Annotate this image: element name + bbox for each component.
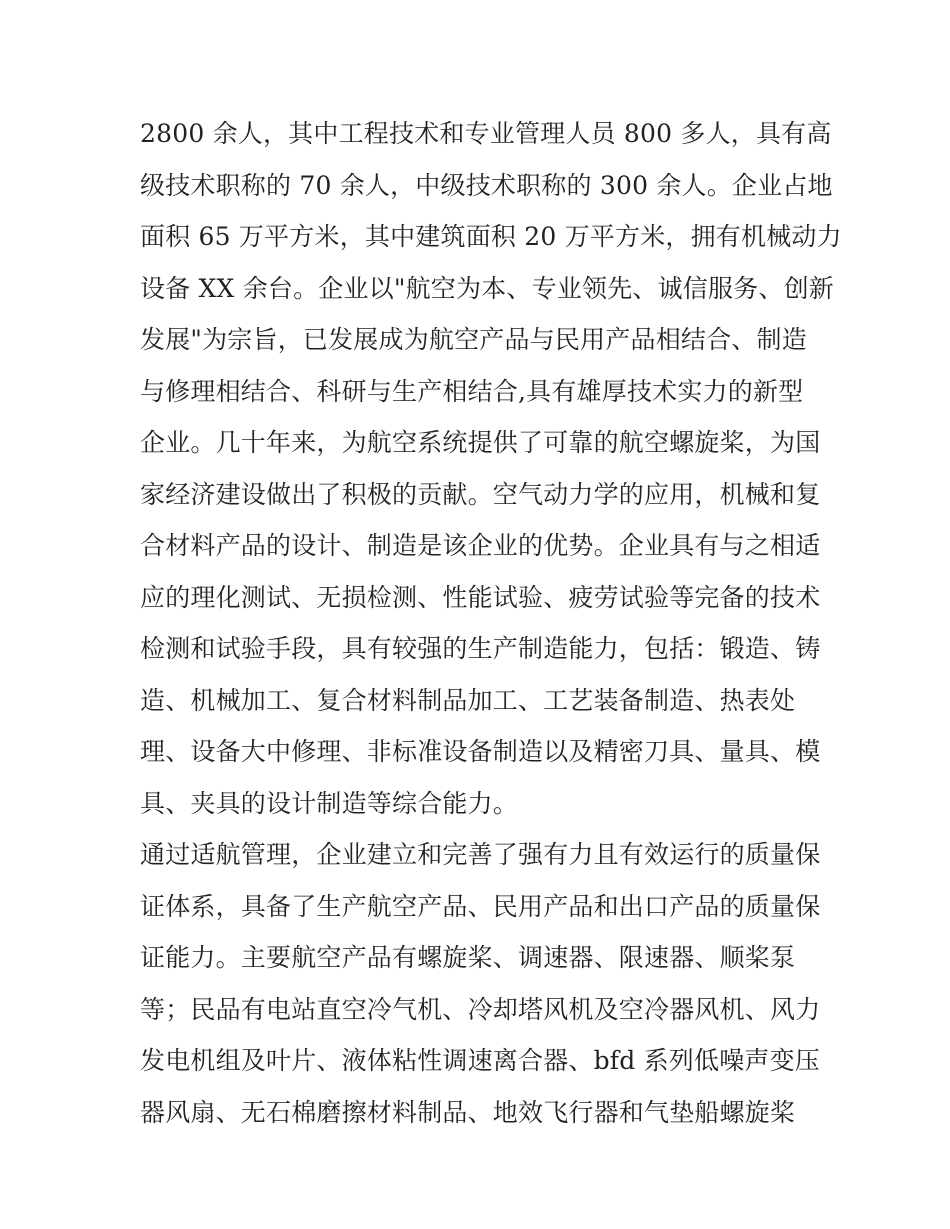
- text-line: 证能力。主要航空产品有螺旋桨、调速器、限速器、顺桨泵: [140, 943, 796, 972]
- text-line: 企业。几十年来，为航空系统提供了可靠的航空螺旋桨，为国: [140, 428, 821, 457]
- text-line: 发电机组及叶片、液体粘性调速离合器、bfd 系列低噪声变压: [140, 1046, 821, 1075]
- text-line: 等；民品有电站直空冷气机、冷却塔风机及空冷器风机、风力: [140, 994, 821, 1024]
- text-line: 检测和试验手段，具有较强的生产制造能力，包括：锻造、铸: [140, 634, 821, 663]
- text-line: 设备 XX 余台。企业以"航空为本、专业领先、诚信服务、创新: [140, 273, 834, 303]
- text-line: 面积 65 万平方米，其中建筑面积 20 万平方米，拥有机械动力: [140, 222, 842, 251]
- text-line: 发展"为宗旨，已发展成为航空产品与民用产品相结合、制造: [140, 325, 807, 354]
- paragraph-1: [140, 108, 842, 829]
- text-line: 应的理化测试、无损检测、性能试验、疲劳试验等完备的技术: [140, 582, 821, 612]
- document-body: [140, 108, 842, 1138]
- paragraph-2: [140, 829, 820, 1138]
- text-line: 器风扇、无石棉磨擦材料制品、地效飞行器和气垫船螺旋桨: [140, 1097, 796, 1127]
- text-line: 家经济建设做出了积极的贡献。空气动力学的应用，机械和复: [140, 479, 821, 509]
- text-line: 2800 余人，其中工程技术和专业管理人员 800 多人，具有高: [140, 119, 832, 148]
- text-line: 具、夹具的设计制造等综合能力。: [140, 788, 519, 818]
- text-line: 证体系，具备了生产航空产品、民用产品和出口产品的质量保: [140, 891, 821, 921]
- text-line: 合材料产品的设计、制造是该企业的优势。企业具有与之相适: [140, 531, 821, 560]
- text-line: 级技术职称的 70 余人，中级技术职称的 300 余人。企业占地: [140, 170, 833, 200]
- text-line: 理、设备大中修理、非标准设备制造以及精密刀具、量具、模: [140, 737, 821, 766]
- text-line: 通过适航管理，企业建立和完善了强有力且有效运行的质量保: [140, 840, 821, 869]
- text-line: 造、机械加工、复合材料制品加工、工艺装备制造、热表处: [140, 685, 796, 715]
- text-line: 与修理相结合、科研与生产相结合,具有雄厚技术实力的新型: [140, 376, 804, 406]
